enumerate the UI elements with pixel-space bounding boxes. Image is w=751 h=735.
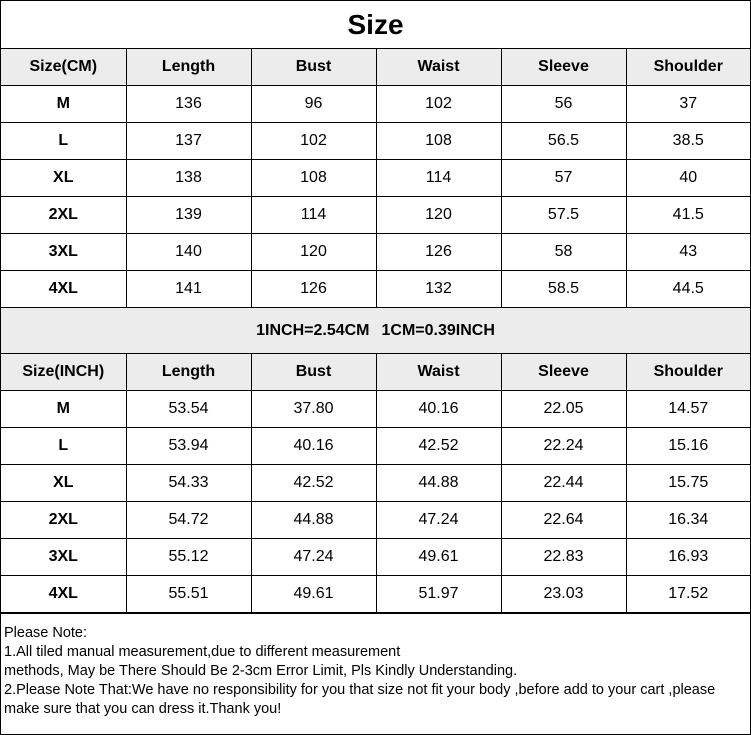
- value-cell: 53.54: [126, 391, 251, 428]
- header-cell: Waist: [376, 49, 501, 86]
- value-cell: 126: [376, 234, 501, 271]
- inch-to-cm-text: 1INCH=2.54CM: [256, 322, 370, 339]
- value-cell: 55.51: [126, 576, 251, 613]
- value-cell: 16.34: [626, 502, 750, 539]
- value-cell: 58.5: [501, 271, 626, 308]
- value-cell: 57.5: [501, 197, 626, 234]
- value-cell: 44.88: [251, 502, 376, 539]
- value-cell: 22.24: [501, 428, 626, 465]
- value-cell: 139: [126, 197, 251, 234]
- value-cell: 136: [126, 86, 251, 123]
- header-cell: Length: [126, 354, 251, 391]
- value-cell: 23.03: [501, 576, 626, 613]
- header-cell: Shoulder: [626, 49, 750, 86]
- cm-size-table: [1, 49, 750, 308]
- table-row: [1, 123, 750, 160]
- chart-title: Size: [1, 1, 750, 49]
- value-cell: 22.64: [501, 502, 626, 539]
- size-cell: M: [1, 86, 126, 123]
- value-cell: 47.24: [251, 539, 376, 576]
- value-cell: 120: [251, 234, 376, 271]
- value-cell: 137: [126, 123, 251, 160]
- value-cell: 56: [501, 86, 626, 123]
- value-cell: 57: [501, 160, 626, 197]
- value-cell: 44.88: [376, 465, 501, 502]
- note-line: 2.Please Note That:We have no responsibility for you that size not fit your body ,before add to your cart ,please: [4, 682, 716, 698]
- header-cell: Sleeve: [501, 49, 626, 86]
- value-cell: 40.16: [376, 391, 501, 428]
- value-cell: 22.05: [501, 391, 626, 428]
- value-cell: 43: [626, 234, 750, 271]
- cm-table-header: [1, 49, 750, 86]
- value-cell: 49.61: [251, 576, 376, 613]
- value-cell: 51.97: [376, 576, 501, 613]
- table-row: [1, 86, 750, 123]
- value-cell: 108: [251, 160, 376, 197]
- size-cell: 2XL: [1, 197, 126, 234]
- inch-size-table: [1, 354, 750, 613]
- notes-heading: Please Note:: [4, 625, 88, 641]
- table-row: [1, 160, 750, 197]
- value-cell: 47.24: [376, 502, 501, 539]
- value-cell: 17.52: [626, 576, 750, 613]
- value-cell: 108: [376, 123, 501, 160]
- value-cell: 58: [501, 234, 626, 271]
- note-line: make sure that you can dress it.Thank you!: [4, 701, 282, 717]
- value-cell: 96: [251, 86, 376, 123]
- value-cell: 102: [376, 86, 501, 123]
- header-cell: Shoulder: [626, 354, 750, 391]
- header-cell: Sleeve: [501, 354, 626, 391]
- value-cell: 55.12: [126, 539, 251, 576]
- table-row: [1, 271, 750, 308]
- size-cell: XL: [1, 465, 126, 502]
- header-cell: Bust: [251, 354, 376, 391]
- value-cell: 102: [251, 123, 376, 160]
- size-cell: L: [1, 428, 126, 465]
- size-cell: 4XL: [1, 271, 126, 308]
- value-cell: 14.57: [626, 391, 750, 428]
- value-cell: 38.5: [626, 123, 750, 160]
- table-row: [1, 465, 750, 502]
- size-cell: 3XL: [1, 234, 126, 271]
- size-cell: XL: [1, 160, 126, 197]
- value-cell: 56.5: [501, 123, 626, 160]
- table-row: [1, 576, 750, 613]
- value-cell: 40.16: [251, 428, 376, 465]
- table-row: [1, 197, 750, 234]
- value-cell: 16.93: [626, 539, 750, 576]
- value-cell: 15.75: [626, 465, 750, 502]
- value-cell: 141: [126, 271, 251, 308]
- inch-table-header: [1, 354, 750, 391]
- value-cell: 54.33: [126, 465, 251, 502]
- size-cell: M: [1, 391, 126, 428]
- size-cell: 2XL: [1, 502, 126, 539]
- value-cell: 41.5: [626, 197, 750, 234]
- value-cell: 132: [376, 271, 501, 308]
- note-line: 1.All tiled manual measurement,due to different measurement: [4, 644, 401, 660]
- value-cell: 44.5: [626, 271, 750, 308]
- value-cell: 53.94: [126, 428, 251, 465]
- value-cell: 49.61: [376, 539, 501, 576]
- table-row: [1, 502, 750, 539]
- unit-conversion-bar: [1, 308, 750, 354]
- table-row: [1, 391, 750, 428]
- table-row: [1, 428, 750, 465]
- value-cell: 138: [126, 160, 251, 197]
- header-cell: Waist: [376, 354, 501, 391]
- value-cell: 120: [376, 197, 501, 234]
- value-cell: 15.16: [626, 428, 750, 465]
- notes-section: [1, 613, 750, 719]
- size-cell: 3XL: [1, 539, 126, 576]
- value-cell: 140: [126, 234, 251, 271]
- header-cell: Size(INCH): [1, 354, 126, 391]
- size-cell: 4XL: [1, 576, 126, 613]
- value-cell: 37.80: [251, 391, 376, 428]
- value-cell: 54.72: [126, 502, 251, 539]
- value-cell: 22.83: [501, 539, 626, 576]
- table-row: [1, 539, 750, 576]
- value-cell: 126: [251, 271, 376, 308]
- table-row: [1, 234, 750, 271]
- cm-to-inch-text: 1CM=0.39INCH: [381, 322, 495, 339]
- value-cell: 40: [626, 160, 750, 197]
- value-cell: 114: [376, 160, 501, 197]
- value-cell: 42.52: [376, 428, 501, 465]
- note-line: methods, May be There Should Be 2-3cm Error Limit, Pls Kindly Understanding.: [4, 663, 518, 679]
- header-cell: Length: [126, 49, 251, 86]
- header-cell: Size(CM): [1, 49, 126, 86]
- value-cell: 42.52: [251, 465, 376, 502]
- size-cell: L: [1, 123, 126, 160]
- value-cell: 22.44: [501, 465, 626, 502]
- value-cell: 37: [626, 86, 750, 123]
- value-cell: 114: [251, 197, 376, 234]
- header-cell: Bust: [251, 49, 376, 86]
